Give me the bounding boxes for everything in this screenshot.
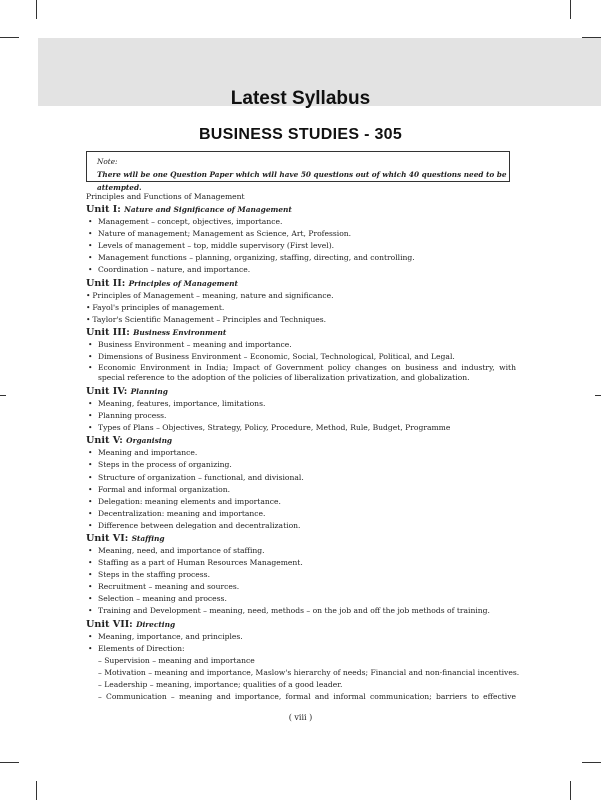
bullet-icon: •	[88, 594, 93, 604]
list-item: • Nature of management; Management as Science, Art, Profession.	[86, 228, 516, 240]
unit-heading	[86, 618, 516, 631]
unit-label: Unit II:	[86, 277, 126, 289]
bullet-icon: •	[88, 520, 93, 530]
unit-label: Unit III:	[86, 326, 130, 338]
sub-list-item: – Communication – meaning and importance, formal and informal communication; barriers to effective	[98, 692, 516, 701]
bullet-icon: •	[86, 302, 91, 312]
page-subtitle: BUSINESS STUDIES - 305	[198, 126, 403, 143]
bullet-icon: •	[86, 290, 91, 300]
list-item: • Formal and informal organization.	[86, 484, 516, 496]
bullet-icon: •	[88, 460, 93, 470]
bullet-icon: •	[88, 558, 93, 568]
unit-title: Nature and Significance of Management	[124, 205, 292, 215]
unit-label: Unit V:	[86, 435, 123, 447]
list-item: • Staffing as a part of Human Resources Management.	[86, 557, 516, 569]
crop-mark	[36, 0, 37, 19]
note-label: Note:	[97, 157, 118, 166]
sub-list-item: – Supervision – meaning and importance	[98, 655, 255, 665]
sub-list-item: – Leadership – meaning, importance; qualities of a good leader.	[98, 679, 343, 689]
list-item: • Decentralization: meaning and importance.	[86, 508, 516, 520]
bullet-icon: •	[88, 241, 93, 251]
list-item: • Management – concept, objectives, importance.	[86, 216, 516, 228]
list-item: • Steps in the process of organizing.	[86, 459, 516, 471]
unit-title: Directing	[136, 619, 176, 629]
unit-heading	[86, 326, 516, 339]
list-item: • Selection – meaning and process.	[86, 593, 516, 605]
list-item: • Delegation: meaning elements and importance.	[86, 496, 516, 508]
bullet-icon: •	[88, 411, 93, 421]
page-title: Latest Syllabus	[230, 88, 371, 109]
list-item: • Meaning, features, importance, limitations.	[86, 398, 516, 410]
bullet-icon: •	[88, 339, 93, 349]
crop-mark	[0, 37, 19, 38]
bullet-icon: •	[88, 643, 93, 653]
crop-mark	[582, 762, 601, 763]
sub-list-item: – Motivation – meaning and importance, Maslow's hierarchy of needs; Financial and non-financial incentives.	[98, 667, 520, 677]
unit-title: Organising	[126, 436, 173, 446]
list-item: • Coordination – nature, and importance.	[86, 264, 516, 276]
list-item: • Elements of Direction:	[86, 643, 516, 655]
list-item: • Levels of management – top, middle supervisory (First level).	[86, 240, 516, 252]
bullet-icon: •	[88, 351, 93, 361]
crop-mark	[0, 762, 19, 763]
list-item: • Recruitment – meaning and sources.	[86, 581, 516, 593]
bullet-icon: •	[88, 606, 93, 616]
bullet-icon: •	[86, 314, 91, 324]
list-item: • Meaning, need, and importance of staffing.	[86, 545, 516, 557]
bullet-icon: •	[88, 545, 93, 555]
bullet-icon: •	[88, 265, 93, 275]
syllabus-content	[86, 191, 520, 703]
bullet-icon: •	[88, 363, 93, 373]
unit-heading	[86, 532, 516, 545]
bullet-icon: •	[88, 570, 93, 580]
unit-label: Unit IV:	[86, 386, 128, 398]
list-item: • Management functions – planning, organizing, staffing, directing, and controlling.	[86, 252, 516, 264]
bullet-icon: •	[88, 448, 93, 458]
list-item: • Dimensions of Business Environment – Economic, Social, Technological, Political, and Legal.	[86, 351, 516, 363]
unit-title: Planning	[130, 387, 168, 397]
list-item: • Principles of Management – meaning, nature and significance.	[86, 290, 516, 302]
note-box	[86, 151, 510, 192]
list-item: • Steps in the staffing process.	[86, 569, 516, 581]
crop-mark	[570, 0, 571, 19]
list-item: • Types of Plans – Objectives, Strategy, Policy, Procedure, Method, Rule, Budget, Programme	[86, 422, 516, 434]
crop-mark	[570, 781, 571, 800]
list-item: • Training and Development – meaning, need, methods – on the job and off the job methods of training.	[86, 605, 516, 617]
list-item: • Economic Environment in India; Impact of Government policy changes on business and industry, with special reference to the adoption of the policies of liberalization privatization, and globalization.	[88, 363, 516, 383]
note-text: There will be one Question Paper which will have 50 questions out of which 40 questions need to be attempted.	[97, 170, 507, 192]
bullet-icon: •	[88, 496, 93, 506]
unit-label: Unit VII:	[86, 618, 133, 630]
bullet-icon: •	[88, 582, 93, 592]
unit-title: Business Environment	[133, 327, 227, 337]
list-item: • Fayol's principles of management.	[86, 302, 516, 314]
bullet-icon: •	[88, 472, 93, 482]
page-number: ( viii )	[288, 713, 313, 722]
unit-heading	[86, 203, 516, 216]
crop-mark	[36, 781, 37, 800]
unit-heading	[86, 277, 516, 290]
list-item: • Business Environment – meaning and importance.	[86, 339, 516, 351]
list-item: • Taylor's Scientific Management – Principles and Techniques.	[86, 314, 516, 326]
crop-mark	[0, 395, 6, 396]
unit-title: Principles of Management	[128, 278, 238, 288]
bullet-icon: •	[88, 399, 93, 409]
unit-title: Staffing	[131, 533, 165, 543]
bullet-icon: •	[88, 508, 93, 518]
unit-label: Unit VI:	[86, 532, 129, 544]
bullet-icon: •	[88, 484, 93, 494]
section-intro: Principles and Functions of Management	[86, 192, 245, 201]
bullet-icon: •	[88, 631, 93, 641]
bullet-icon: •	[88, 229, 93, 239]
bullet-icon: •	[88, 253, 93, 263]
list-item: • Planning process.	[86, 410, 516, 422]
bullet-icon: •	[88, 423, 93, 433]
bullet-icon: •	[88, 217, 93, 227]
unit-label: Unit I:	[86, 204, 121, 216]
list-item: • Meaning, importance, and principles.	[86, 631, 516, 643]
list-item: • Difference between delegation and decentralization.	[86, 520, 516, 532]
list-item: • Meaning and importance.	[86, 447, 516, 459]
unit-heading	[86, 434, 516, 447]
list-item: • Structure of organization – functional, and divisional.	[86, 472, 516, 484]
unit-heading	[86, 385, 516, 398]
crop-mark	[595, 395, 601, 396]
